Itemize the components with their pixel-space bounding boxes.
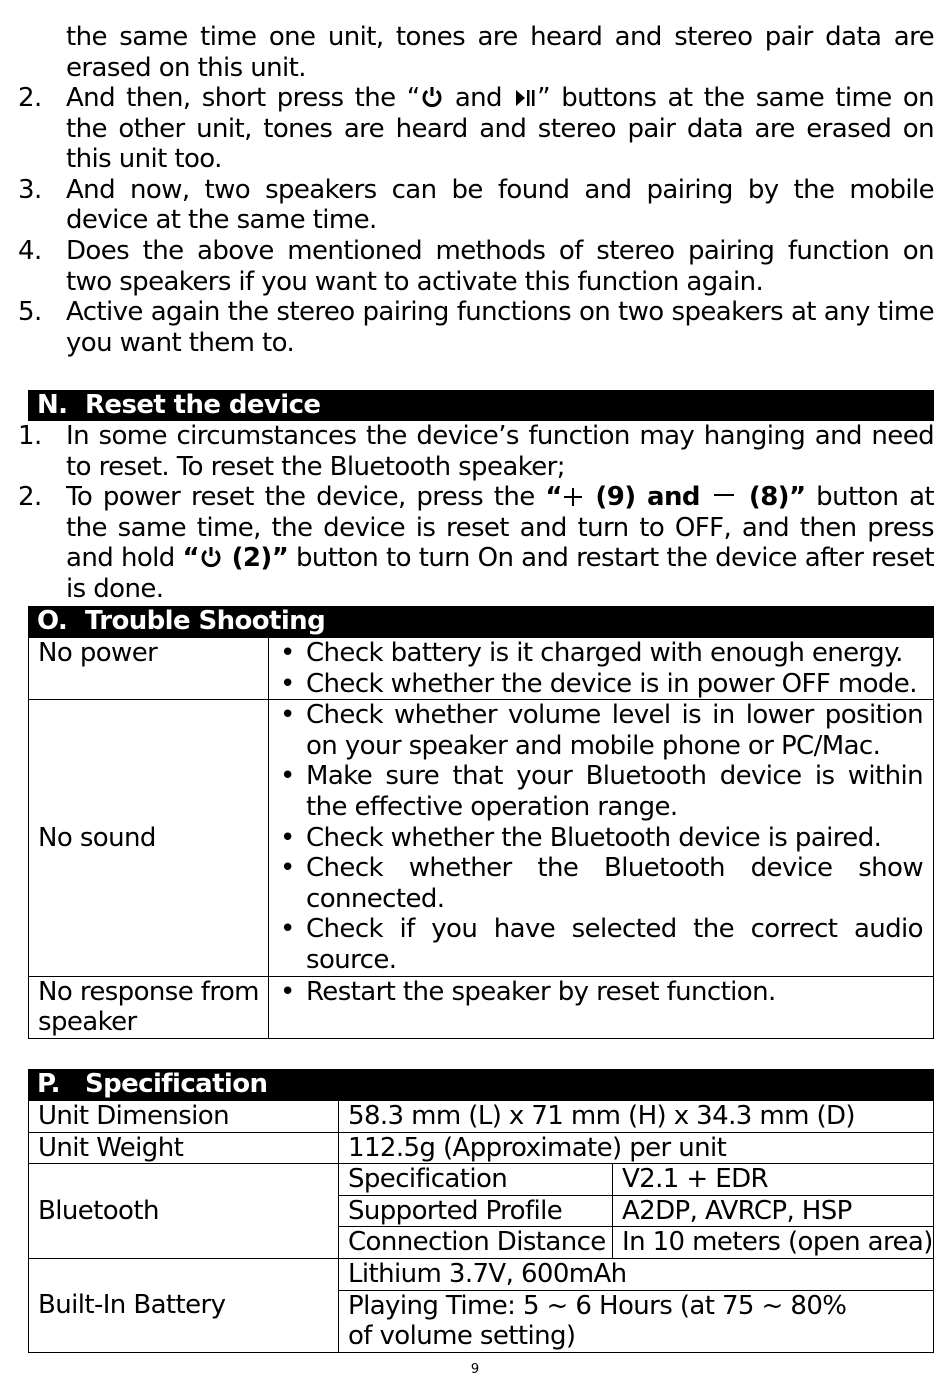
step-number: 1.	[18, 421, 42, 451]
section-letter: N.	[37, 390, 68, 420]
stereo-pairing-steps	[0, 83, 934, 358]
bullet-text: Check if you have selected the correct audio source.	[306, 914, 923, 975]
bullet-item	[278, 853, 933, 914]
step-text-start: And then, short press the “	[66, 83, 420, 113]
spec-value: A2DP, AVRCP, HSP	[613, 1195, 934, 1227]
spec-sublabel: Connection Distance	[339, 1227, 613, 1259]
step-number: 3.	[18, 174, 42, 205]
section-header-reset	[28, 390, 934, 421]
table-row	[29, 700, 934, 976]
spec-label: Bluetooth	[29, 1164, 339, 1259]
list-item	[0, 421, 934, 482]
section-title: Trouble Shooting	[85, 606, 326, 636]
intro-paragraph: the same time one unit, tones are heard and stereo pair data are erased on this unit.	[66, 22, 934, 83]
spec-value: 112.5g (Approximate) per unit	[339, 1132, 934, 1164]
bullet: •	[280, 668, 295, 699]
power-button-ref: (2)”	[223, 543, 289, 574]
open-quote: “	[182, 543, 200, 574]
bullet: •	[280, 914, 295, 945]
specification-table	[28, 1100, 934, 1353]
bullet: •	[280, 638, 295, 668]
power-icon	[420, 83, 444, 114]
bullet: •	[280, 700, 295, 731]
step-text: And now, two speakers can be found and pairing by the mobile device at the same time.	[66, 174, 934, 236]
checks-cell	[269, 700, 934, 976]
list-item	[0, 175, 934, 236]
spec-value: 58.3 mm (L) x 71 mm (H) x 34.3 mm (D)	[339, 1101, 934, 1133]
section-letter: P.	[37, 1069, 60, 1099]
page-number: 9	[470, 1362, 480, 1377]
step-text-end: ” buttons at the same time on the other unit, tones are heard and stereo pair data are erased on this unit too.	[66, 83, 935, 175]
spec-value: In 10 meters (open area)	[613, 1227, 934, 1259]
bullet-item	[278, 700, 933, 761]
checks-cell	[269, 976, 934, 1038]
step-number: 4.	[18, 235, 42, 266]
plus-button-ref: (9) and	[583, 482, 712, 513]
spec-label: Unit Dimension	[29, 1101, 339, 1133]
minus-button-ref: (8)”	[737, 482, 806, 513]
table-row	[29, 1132, 934, 1164]
table-row	[29, 638, 934, 700]
spec-label: Unit Weight	[29, 1132, 339, 1164]
spec-label: Built-In Battery	[29, 1258, 339, 1352]
spec-value: Lithium 3.7V, 600mAh	[339, 1258, 934, 1290]
plus-icon	[562, 482, 584, 513]
problem-cell: No power	[29, 638, 269, 700]
step-number: 5.	[18, 297, 42, 328]
spec-value: Playing Time: 5 ~ 6 Hours (at 75 ~ 80% of volume setting)	[339, 1290, 934, 1352]
bullet-item	[278, 669, 933, 700]
bullet: •	[280, 822, 295, 853]
table-row	[29, 1101, 934, 1133]
step-text: Active again the stereo pairing functions on two speakers at any time you want them to.	[66, 297, 934, 358]
problem-cell: No response from speaker	[29, 976, 269, 1038]
spec-sublabel: Specification	[339, 1164, 613, 1196]
bullet: •	[280, 976, 295, 1007]
bullet-text: Check whether the Bluetooth device show connected.	[306, 853, 923, 914]
section-title: Specification	[85, 1069, 268, 1099]
open-quote: “	[545, 482, 562, 513]
bullet-text: Check whether volume level is in lower position on your speaker and mobile phone or PC/Mac.	[306, 700, 923, 761]
bullet-item	[278, 977, 933, 1008]
list-item	[0, 236, 934, 297]
bullet: •	[280, 761, 295, 792]
spec-value: V2.1 + EDR	[613, 1164, 934, 1196]
step-text: In some circumstances the device’s function may hanging and need to reset. To reset the Bluetooth speaker;	[66, 421, 934, 482]
table-row	[29, 976, 934, 1038]
bullet-text: Check whether the Bluetooth device is paired.	[306, 822, 882, 853]
bullet-item	[278, 914, 933, 975]
section-title: Reset the device	[85, 390, 321, 420]
trouble-shooting-table	[28, 637, 934, 1039]
bullet-item	[278, 761, 933, 822]
step-text-mid: button at the same time, the device is reset and turn to OFF, and then press and hold	[66, 482, 934, 574]
list-item	[0, 482, 934, 604]
power-icon	[199, 543, 223, 574]
step-text-start: To power reset the device, press the	[66, 482, 546, 513]
bullet: •	[280, 853, 295, 884]
minus-icon	[711, 482, 737, 513]
bullet-text: Make sure that your Bluetooth device is within the effective operation range.	[306, 761, 923, 822]
list-item	[0, 297, 934, 358]
bullet-text: Check battery is it charged with enough energy.	[306, 638, 903, 668]
step-text-mid: and	[443, 83, 514, 113]
table-row	[29, 1258, 934, 1290]
bullet-item	[278, 638, 933, 669]
step-text: Does the above mentioned methods of stereo pairing function on two speakers if you want to activate this function again.	[66, 235, 934, 297]
section-letter: O.	[37, 606, 68, 636]
checks-cell	[269, 638, 934, 700]
play-pause-icon	[513, 83, 537, 114]
problem-cell: No sound	[29, 700, 269, 976]
bullet-item	[278, 823, 933, 854]
step-number: 2.	[18, 83, 42, 113]
bullet-text: Check whether the device is in power OFF mode.	[306, 668, 917, 699]
section-header-specification	[28, 1069, 934, 1100]
table-row	[29, 1164, 934, 1196]
reset-steps	[0, 421, 934, 605]
bullet-text: Restart the speaker by reset function.	[306, 976, 776, 1007]
step-number: 2.	[18, 482, 42, 513]
step-text-end: button to turn On and restart the device after reset is done.	[66, 543, 934, 604]
spec-sublabel: Supported Profile	[339, 1195, 613, 1227]
list-item	[0, 83, 934, 175]
section-header-trouble-shooting	[28, 606, 934, 637]
